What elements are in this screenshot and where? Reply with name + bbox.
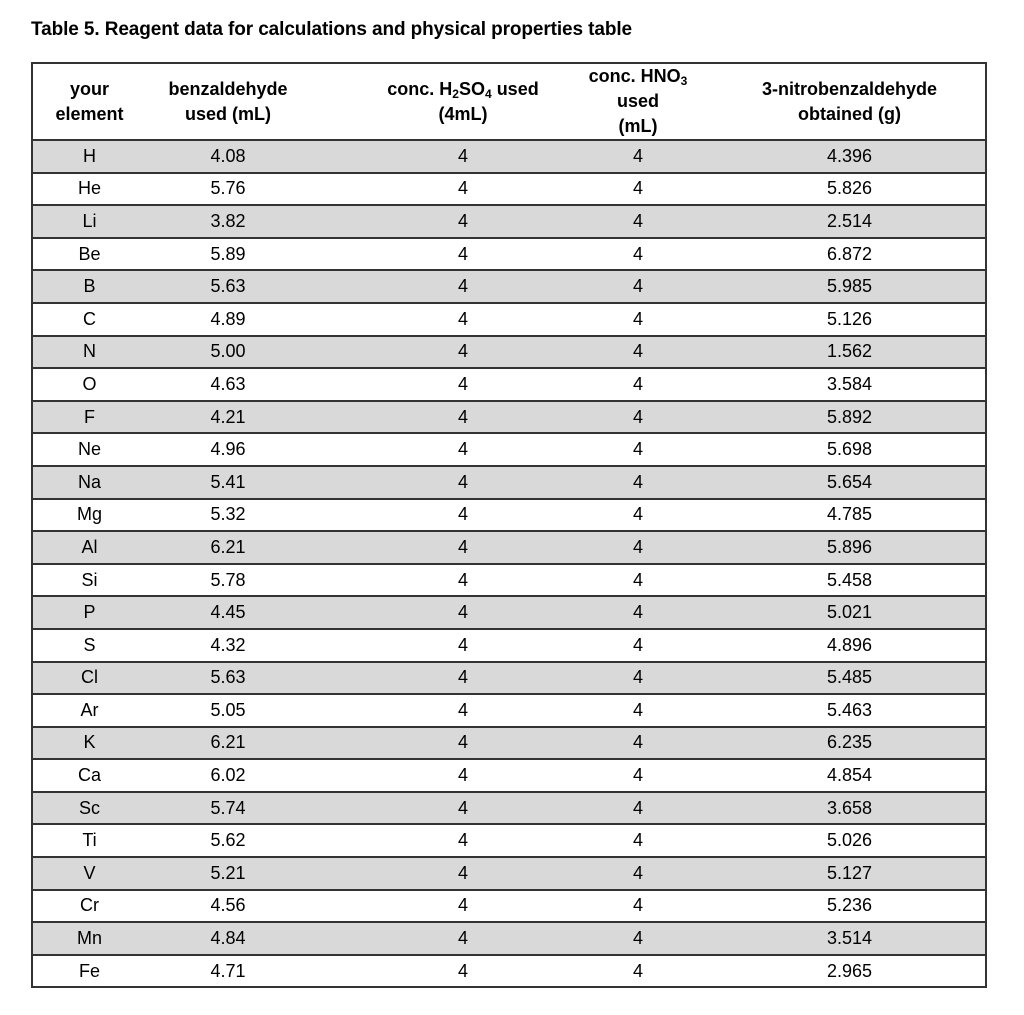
cell-benzaldehyde: 5.89 bbox=[150, 238, 340, 271]
cell-benzaldehyde: 4.08 bbox=[150, 140, 340, 173]
cell-nitrobenzaldehyde: 5.698 bbox=[708, 433, 986, 466]
cell-benzaldehyde: 5.05 bbox=[150, 694, 340, 727]
cell-h2so4: 4 bbox=[340, 922, 558, 955]
cell-element: Sc bbox=[32, 792, 150, 825]
cell-hno3: 4 bbox=[558, 759, 708, 792]
header-element-line1: your bbox=[69, 78, 109, 99]
cell-nitrobenzaldehyde: 5.126 bbox=[708, 303, 986, 336]
cell-h2so4: 4 bbox=[340, 824, 558, 857]
header-benzaldehyde-line1: benzaldehyde bbox=[168, 78, 288, 99]
cell-benzaldehyde: 5.74 bbox=[150, 792, 340, 825]
table-row bbox=[32, 824, 986, 857]
cell-benzaldehyde: 5.76 bbox=[150, 173, 340, 206]
cell-nitrobenzaldehyde: 4.896 bbox=[708, 629, 986, 662]
cell-h2so4: 4 bbox=[340, 270, 558, 303]
table-row bbox=[32, 499, 986, 532]
cell-hno3: 4 bbox=[558, 270, 708, 303]
cell-h2so4: 4 bbox=[340, 401, 558, 434]
cell-h2so4: 4 bbox=[340, 466, 558, 499]
cell-element: Cl bbox=[32, 662, 150, 695]
cell-benzaldehyde: 5.62 bbox=[150, 824, 340, 857]
cell-benzaldehyde: 4.21 bbox=[150, 401, 340, 434]
cell-nitrobenzaldehyde: 5.896 bbox=[708, 531, 986, 564]
cell-nitrobenzaldehyde: 5.485 bbox=[708, 662, 986, 695]
cell-benzaldehyde: 5.21 bbox=[150, 857, 340, 890]
cell-benzaldehyde: 6.21 bbox=[150, 531, 340, 564]
table-row bbox=[32, 466, 986, 499]
cell-nitrobenzaldehyde: 5.236 bbox=[708, 890, 986, 923]
cell-h2so4: 4 bbox=[340, 890, 558, 923]
table-row bbox=[32, 662, 986, 695]
table-row bbox=[32, 759, 986, 792]
cell-element: H bbox=[32, 140, 150, 173]
table-row bbox=[32, 368, 986, 401]
header-benzaldehyde-line2: used (mL) bbox=[184, 103, 271, 124]
cell-benzaldehyde: 6.02 bbox=[150, 759, 340, 792]
cell-element: Li bbox=[32, 205, 150, 238]
cell-hno3: 4 bbox=[558, 890, 708, 923]
cell-element: Ne bbox=[32, 433, 150, 466]
table-row bbox=[32, 922, 986, 955]
header-h2so4-suffix: used bbox=[491, 78, 539, 99]
cell-element: Al bbox=[32, 531, 150, 564]
cell-nitrobenzaldehyde: 5.021 bbox=[708, 596, 986, 629]
table-row bbox=[32, 596, 986, 629]
cell-hno3: 4 bbox=[558, 629, 708, 662]
cell-hno3: 4 bbox=[558, 238, 708, 271]
cell-hno3: 4 bbox=[558, 727, 708, 760]
table-row bbox=[32, 955, 986, 988]
cell-element: V bbox=[32, 857, 150, 890]
cell-hno3: 4 bbox=[558, 466, 708, 499]
cell-nitrobenzaldehyde: 3.658 bbox=[708, 792, 986, 825]
cell-hno3: 4 bbox=[558, 499, 708, 532]
header-row bbox=[32, 63, 986, 140]
cell-h2so4: 4 bbox=[340, 857, 558, 890]
cell-benzaldehyde: 6.21 bbox=[150, 727, 340, 760]
cell-nitrobenzaldehyde: 5.985 bbox=[708, 270, 986, 303]
cell-hno3: 4 bbox=[632, 960, 643, 981]
cell-nitrobenzaldehyde: 5.654 bbox=[708, 466, 986, 499]
table-row bbox=[32, 270, 986, 303]
header-hno3-suffix: used bbox=[616, 91, 659, 111]
table-row bbox=[32, 531, 986, 564]
cell-nitrobenzaldehyde: 4.785 bbox=[708, 499, 986, 532]
cell-element: Mn bbox=[32, 922, 150, 955]
cell-hno3: 4 bbox=[558, 922, 708, 955]
cell-benzaldehyde: 4.56 bbox=[150, 890, 340, 923]
cell-h2so4: 4 bbox=[340, 433, 558, 466]
table-row bbox=[32, 336, 986, 369]
cell-hno3: 4 bbox=[558, 564, 708, 597]
cell-h2so4: 4 bbox=[340, 759, 558, 792]
cell-h2so4: 4 bbox=[340, 564, 558, 597]
cell-hno3: 4 bbox=[558, 596, 708, 629]
cell-h2so4: 4 bbox=[340, 173, 558, 206]
header-h2so4 bbox=[340, 63, 558, 140]
header-hno3-line2: (mL) bbox=[618, 116, 658, 136]
cell-nitrobenzaldehyde: 5.026 bbox=[708, 824, 986, 857]
table-row bbox=[32, 205, 986, 238]
cell-hno3: 4 bbox=[558, 173, 708, 206]
table-row bbox=[32, 238, 986, 271]
table-row bbox=[32, 433, 986, 466]
cell-benzaldehyde: 5.78 bbox=[150, 564, 340, 597]
cell-benzaldehyde: 4.45 bbox=[150, 596, 340, 629]
table-row bbox=[32, 629, 986, 662]
cell-element: Ca bbox=[32, 759, 150, 792]
cell-element: F bbox=[32, 401, 150, 434]
cell-h2so4: 4 bbox=[340, 596, 558, 629]
cell-benzaldehyde: 4.96 bbox=[150, 433, 340, 466]
cell-h2so4: 4 bbox=[340, 205, 558, 238]
cell-h2so4: 4 bbox=[340, 694, 558, 727]
header-h2so4-sub1: 2 bbox=[452, 86, 459, 101]
cell-element: Fe bbox=[78, 960, 100, 981]
cell-benzaldehyde: 4.63 bbox=[150, 368, 340, 401]
header-nitrobenzaldehyde bbox=[708, 63, 986, 140]
table-row bbox=[32, 401, 986, 434]
cell-h2so4: 4 bbox=[340, 140, 558, 173]
table-row bbox=[32, 564, 986, 597]
cell-hno3: 4 bbox=[558, 824, 708, 857]
cell-element: Ar bbox=[32, 694, 150, 727]
cell-nitrobenzaldehyde: 4.854 bbox=[708, 759, 986, 792]
header-hno3-sub: 3 bbox=[680, 74, 688, 88]
header-h2so4-line2: (4mL) bbox=[438, 103, 488, 124]
cell-benzaldehyde: 3.82 bbox=[150, 205, 340, 238]
cell-h2so4: 4 bbox=[340, 238, 558, 271]
header-h2so4-sub2: 4 bbox=[485, 86, 492, 101]
table-row bbox=[32, 140, 986, 173]
cell-nitrobenzaldehyde: 5.458 bbox=[708, 564, 986, 597]
cell-hno3: 4 bbox=[558, 531, 708, 564]
header-element bbox=[32, 63, 150, 140]
table-row bbox=[32, 857, 986, 890]
header-nitrobenzaldehyde-line1: 3-nitrobenzaldehyde bbox=[761, 78, 938, 99]
cell-benzaldehyde: 4.71 bbox=[210, 960, 246, 981]
cell-hno3: 4 bbox=[558, 662, 708, 695]
cell-hno3: 4 bbox=[558, 140, 708, 173]
cell-h2so4: 4 bbox=[457, 960, 468, 981]
cell-hno3: 4 bbox=[558, 303, 708, 336]
cell-hno3: 4 bbox=[558, 336, 708, 369]
cell-benzaldehyde: 4.89 bbox=[150, 303, 340, 336]
cell-benzaldehyde: 5.63 bbox=[150, 270, 340, 303]
cell-element: Be bbox=[32, 238, 150, 271]
cell-element: Ti bbox=[32, 824, 150, 857]
cell-h2so4: 4 bbox=[340, 531, 558, 564]
cell-benzaldehyde: 5.63 bbox=[150, 662, 340, 695]
table-body bbox=[32, 140, 986, 987]
cell-h2so4: 4 bbox=[340, 629, 558, 662]
header-element-line2: element bbox=[55, 103, 124, 124]
cell-h2so4: 4 bbox=[340, 662, 558, 695]
cell-nitrobenzaldehyde: 2.514 bbox=[708, 205, 986, 238]
cell-h2so4: 4 bbox=[340, 499, 558, 532]
header-benzaldehyde bbox=[150, 63, 340, 140]
cell-element: Na bbox=[32, 466, 150, 499]
cell-nitrobenzaldehyde: 3.514 bbox=[708, 922, 986, 955]
cell-element: He bbox=[32, 173, 150, 206]
cell-benzaldehyde: 5.00 bbox=[150, 336, 340, 369]
cell-element: Cr bbox=[32, 890, 150, 923]
cell-element: Si bbox=[32, 564, 150, 597]
cell-hno3: 4 bbox=[558, 433, 708, 466]
table-row bbox=[32, 694, 986, 727]
cell-nitrobenzaldehyde: 2.965 bbox=[826, 960, 873, 981]
table-row bbox=[32, 890, 986, 923]
header-nitrobenzaldehyde-line2: obtained (g) bbox=[798, 103, 901, 124]
cell-element: C bbox=[32, 303, 150, 336]
table-row bbox=[32, 792, 986, 825]
cell-h2so4: 4 bbox=[340, 727, 558, 760]
cell-benzaldehyde: 4.84 bbox=[150, 922, 340, 955]
cell-nitrobenzaldehyde: 5.892 bbox=[708, 401, 986, 434]
cell-nitrobenzaldehyde: 5.463 bbox=[708, 694, 986, 727]
header-h2so4-mid: SO bbox=[458, 78, 485, 99]
cell-benzaldehyde: 5.41 bbox=[150, 466, 340, 499]
cell-h2so4: 4 bbox=[340, 792, 558, 825]
cell-h2so4: 4 bbox=[340, 336, 558, 369]
table-row bbox=[32, 173, 986, 206]
table-row bbox=[32, 727, 986, 760]
cell-nitrobenzaldehyde: 5.826 bbox=[708, 173, 986, 206]
cell-nitrobenzaldehyde: 4.396 bbox=[708, 140, 986, 173]
cell-hno3: 4 bbox=[558, 368, 708, 401]
reagent-table bbox=[31, 62, 987, 988]
cell-nitrobenzaldehyde: 6.872 bbox=[708, 238, 986, 271]
cell-benzaldehyde: 4.32 bbox=[150, 629, 340, 662]
cell-hno3: 4 bbox=[558, 792, 708, 825]
cell-element: Mg bbox=[32, 499, 150, 532]
cell-element: B bbox=[32, 270, 150, 303]
cell-nitrobenzaldehyde: 3.584 bbox=[708, 368, 986, 401]
cell-element: P bbox=[32, 596, 150, 629]
cell-nitrobenzaldehyde: 1.562 bbox=[708, 336, 986, 369]
cell-h2so4: 4 bbox=[340, 303, 558, 336]
cell-element: N bbox=[32, 336, 150, 369]
cell-nitrobenzaldehyde: 6.235 bbox=[708, 727, 986, 760]
header-hno3 bbox=[558, 63, 708, 140]
header-hno3-prefix: conc. HNO bbox=[588, 66, 681, 86]
header-h2so4-prefix: conc. H bbox=[387, 78, 453, 99]
table-title: Table 5. Reagent data for calculations and physical properties table bbox=[31, 19, 633, 40]
table-row bbox=[32, 303, 986, 336]
cell-benzaldehyde: 5.32 bbox=[150, 499, 340, 532]
cell-element: S bbox=[32, 629, 150, 662]
cell-hno3: 4 bbox=[558, 694, 708, 727]
cell-hno3: 4 bbox=[558, 205, 708, 238]
cell-hno3: 4 bbox=[558, 401, 708, 434]
cell-element: O bbox=[32, 368, 150, 401]
cell-nitrobenzaldehyde: 5.127 bbox=[708, 857, 986, 890]
cell-h2so4: 4 bbox=[340, 368, 558, 401]
cell-hno3: 4 bbox=[558, 857, 708, 890]
cell-element: K bbox=[32, 727, 150, 760]
